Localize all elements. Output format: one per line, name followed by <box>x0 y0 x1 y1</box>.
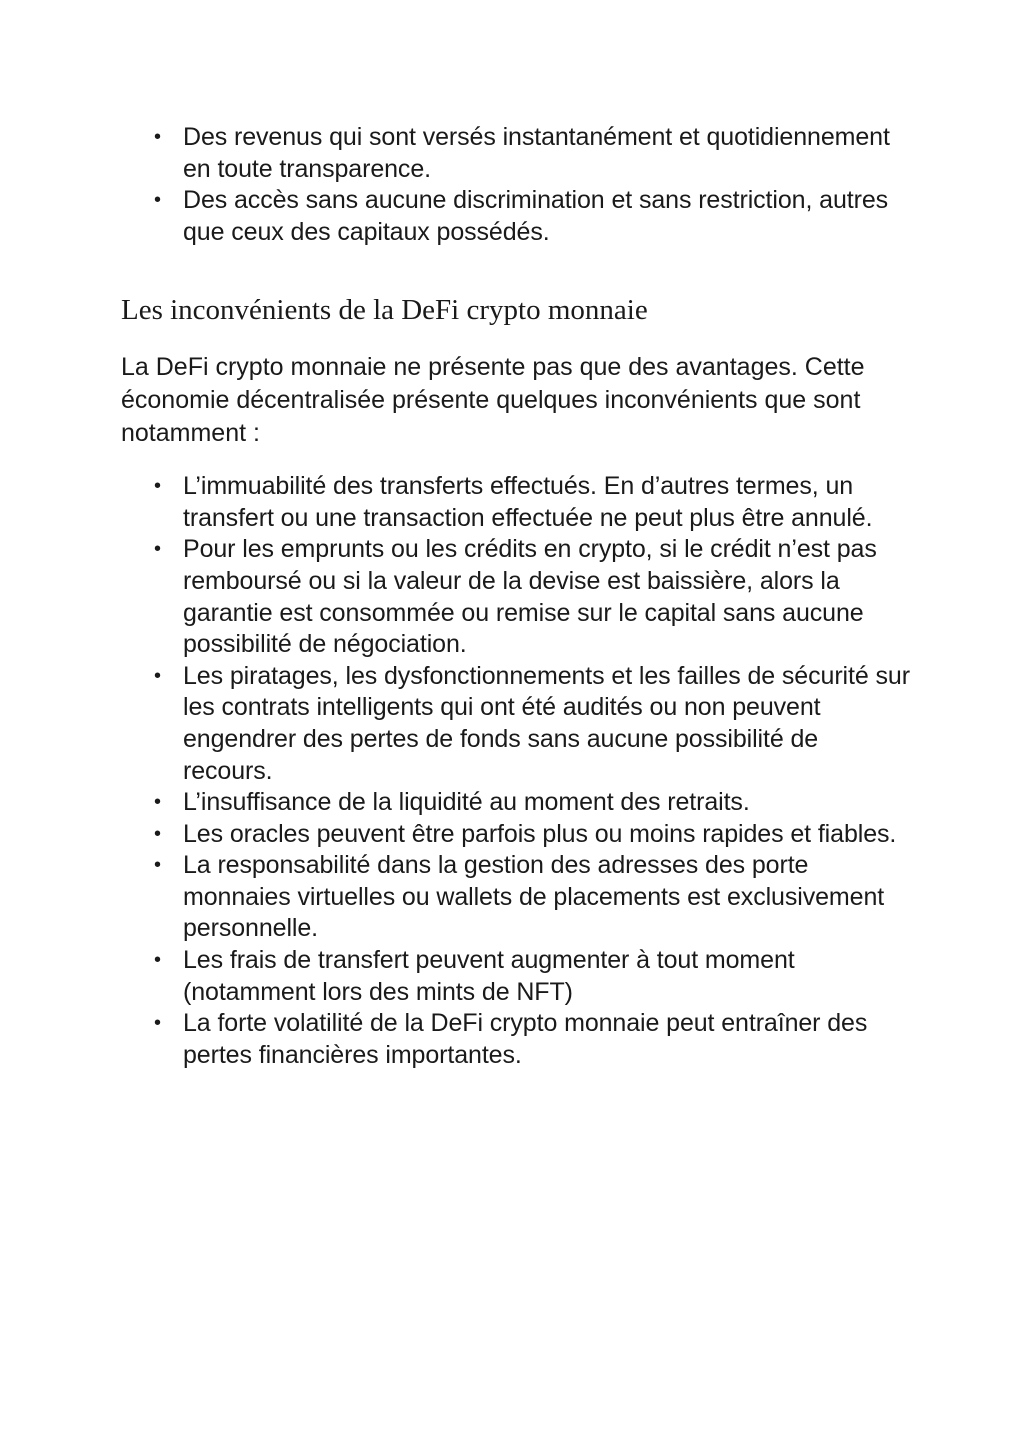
list-item-text: L’insuffisance de la liquidité au moment des retraits. <box>183 788 750 817</box>
bullet-icon: • <box>154 189 161 212</box>
list-item <box>121 850 911 945</box>
list-item-text: Les piratages, les dysfonctionnements et les failles de sécurité sur les contrats intelligents qui ont été audités ou non peuvent engendrer des pertes de fonds sans aucune possibilité de recours. <box>183 661 910 785</box>
bullet-icon: • <box>154 538 161 561</box>
list-item-text: La forte volatilité de la DeFi crypto monnaie peut entraîner des pertes financières importantes. <box>183 1009 868 1069</box>
bullet-icon: • <box>154 822 161 845</box>
bullet-icon: • <box>154 126 161 148</box>
list-item <box>121 819 911 851</box>
list-item-text: L’immuabilité des transferts effectués. En d’autres termes, un transfert ou une transaction effectuée ne peut plus être annulé. <box>183 472 873 532</box>
list-item-text: La responsabilité dans la gestion des adresses des porte monnaies virtuelles ou wallets de placements est exclusivement personnelle. <box>183 851 885 943</box>
bullet-icon: • <box>154 475 161 498</box>
bullet-icon: • <box>154 791 161 814</box>
advantages-list <box>121 122 911 248</box>
list-item-text: Des accès sans aucune discrimination et sans restriction, autres que ceux des capitaux possédés. <box>183 186 889 246</box>
disadvantages-list <box>121 471 911 1071</box>
list-item <box>121 534 911 660</box>
list-item-text: Les frais de transfert peuvent augmenter à tout moment (notamment lors des mints de NFT) <box>183 946 795 1006</box>
list-item-text: Pour les emprunts ou les crédits en crypto, si le crédit n’est pas remboursé ou si la valeur de la devise est baissière, alors la garantie est consommée ou remise sur le capital sans aucune possibilité de négociation. <box>183 535 877 659</box>
page-content <box>121 122 911 1071</box>
bullet-icon: • <box>154 949 161 972</box>
bullet-icon: • <box>154 1012 161 1035</box>
list-item <box>121 945 911 1008</box>
list-item <box>121 185 911 248</box>
list-item-text: Les oracles peuvent être parfois plus ou moins rapides et fiables. <box>183 819 897 848</box>
list-item <box>121 471 911 534</box>
list-item-text: Des revenus qui sont versés instantanément et quotidiennement en toute transparence. <box>183 123 890 183</box>
list-item <box>121 787 911 819</box>
bullet-icon: • <box>154 854 161 877</box>
list-item <box>121 661 911 787</box>
intro-paragraph: La DeFi crypto monnaie ne présente pas que des avantages. Cette économie décentralisée présente quelques inconvénients que sont notamment : <box>121 353 865 447</box>
section-heading: Les inconvénients de la DeFi crypto monnaie <box>121 294 648 327</box>
bullet-icon: • <box>154 664 161 687</box>
list-item <box>121 1008 911 1071</box>
list-item <box>121 122 911 185</box>
